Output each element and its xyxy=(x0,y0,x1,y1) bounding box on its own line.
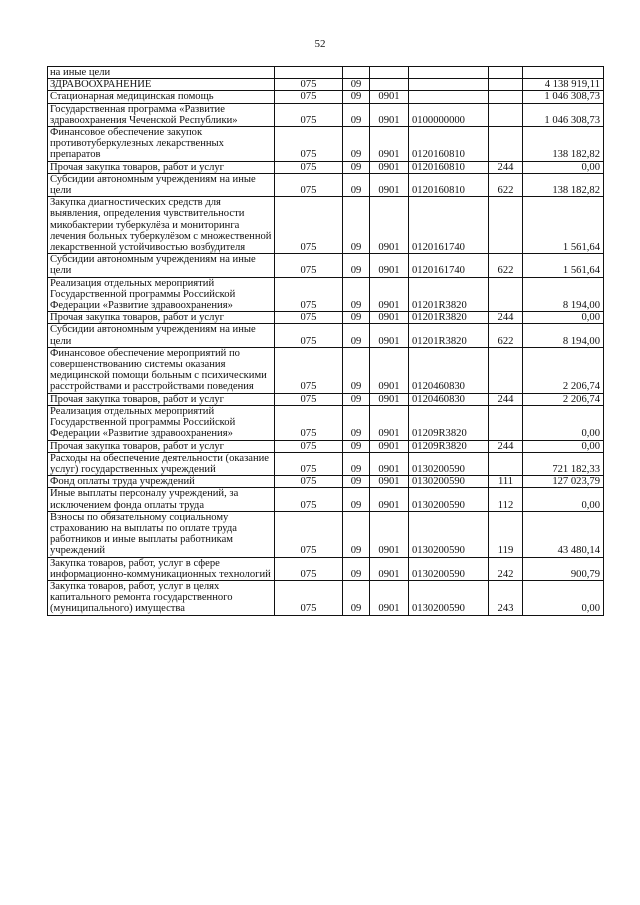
expense-type-cell xyxy=(489,127,523,162)
expense-type-cell: 244 xyxy=(489,393,523,405)
expense-name-cell: Реализация отдельных мероприятий Государственной программы Российской Федерации «Развитие здравоохранения» xyxy=(48,405,275,440)
amount-cell: 1 561,64 xyxy=(523,197,604,254)
section-code-cell: 09 xyxy=(343,476,370,488)
section-code-cell: 09 xyxy=(343,173,370,196)
section-code-cell: 09 xyxy=(343,580,370,615)
expense-name-cell: Прочая закупка товаров, работ и услуг xyxy=(48,440,275,452)
expense-name-cell: Закупка товаров, работ, услуг в сфере информационно-коммуникационных технологий xyxy=(48,557,275,580)
subsection-code-cell: 0901 xyxy=(370,347,409,393)
section-code-cell: 09 xyxy=(343,79,370,91)
subsection-code-cell: 0901 xyxy=(370,476,409,488)
table-row xyxy=(48,67,604,79)
expense-type-cell: 119 xyxy=(489,511,523,557)
section-code-cell: 09 xyxy=(343,91,370,103)
expense-name-cell: ЗДРАВООХРАНЕНИЕ xyxy=(48,79,275,91)
subsection-code-cell: 0901 xyxy=(370,405,409,440)
target-article-cell: 0130200590 xyxy=(409,488,489,511)
expense-type-cell: 244 xyxy=(489,440,523,452)
grbs-code-cell: 075 xyxy=(275,476,343,488)
amount-cell: 8 194,00 xyxy=(523,324,604,347)
grbs-code-cell: 075 xyxy=(275,197,343,254)
target-article-cell: 0120460830 xyxy=(409,393,489,405)
target-article-cell: 0130200590 xyxy=(409,580,489,615)
target-article-cell: 0130200590 xyxy=(409,557,489,580)
expense-type-cell xyxy=(489,197,523,254)
expense-type-cell: 244 xyxy=(489,161,523,173)
section-code-cell: 09 xyxy=(343,440,370,452)
section-code-cell: 09 xyxy=(343,324,370,347)
table-row xyxy=(48,557,604,580)
amount-cell xyxy=(523,67,604,79)
table-row xyxy=(48,324,604,347)
amount-cell: 0,00 xyxy=(523,580,604,615)
section-code-cell: 09 xyxy=(343,127,370,162)
subsection-code-cell: 0901 xyxy=(370,161,409,173)
amount-cell: 138 182,82 xyxy=(523,127,604,162)
expense-name-cell: на иные цели xyxy=(48,67,275,79)
grbs-code-cell: 075 xyxy=(275,79,343,91)
grbs-code-cell: 075 xyxy=(275,452,343,475)
target-article-cell: 01201R3820 xyxy=(409,324,489,347)
table-row xyxy=(48,393,604,405)
expense-type-cell xyxy=(489,103,523,126)
budget-table xyxy=(47,66,604,616)
subsection-code-cell: 0901 xyxy=(370,173,409,196)
subsection-code-cell: 0901 xyxy=(370,511,409,557)
target-article-cell: 0120161740 xyxy=(409,197,489,254)
section-code-cell: 09 xyxy=(343,488,370,511)
expense-name-cell: Фонд оплаты труда учреждений xyxy=(48,476,275,488)
amount-cell: 1 561,64 xyxy=(523,254,604,277)
grbs-code-cell: 075 xyxy=(275,161,343,173)
expense-type-cell: 622 xyxy=(489,324,523,347)
amount-cell: 0,00 xyxy=(523,440,604,452)
section-code-cell: 09 xyxy=(343,511,370,557)
grbs-code-cell: 075 xyxy=(275,173,343,196)
table-row xyxy=(48,173,604,196)
expense-name-cell: Субсидии автономным учреждениям на иные цели xyxy=(48,254,275,277)
amount-cell: 0,00 xyxy=(523,405,604,440)
subsection-code-cell: 0901 xyxy=(370,197,409,254)
amount-cell: 1 046 308,73 xyxy=(523,91,604,103)
section-code-cell: 09 xyxy=(343,161,370,173)
grbs-code-cell: 075 xyxy=(275,580,343,615)
expense-type-cell: 622 xyxy=(489,254,523,277)
amount-cell: 0,00 xyxy=(523,161,604,173)
expense-name-cell: Взносы по обязательному социальному страхованию на выплаты по оплате труда работников и иные выплаты работникам учреждений xyxy=(48,511,275,557)
expense-name-cell: Стационарная медицинская помощь xyxy=(48,91,275,103)
expense-type-cell xyxy=(489,277,523,312)
target-article-cell: 01209R3820 xyxy=(409,405,489,440)
grbs-code-cell: 075 xyxy=(275,440,343,452)
expense-type-cell xyxy=(489,347,523,393)
amount-cell: 43 480,14 xyxy=(523,511,604,557)
subsection-code-cell: 0901 xyxy=(370,440,409,452)
amount-cell: 0,00 xyxy=(523,488,604,511)
expense-name-cell: Реализация отдельных мероприятий Государственной программы Российской Федерации «Развитие здравоохранения» xyxy=(48,277,275,312)
amount-cell: 2 206,74 xyxy=(523,347,604,393)
subsection-code-cell: 0901 xyxy=(370,393,409,405)
section-code-cell: 09 xyxy=(343,405,370,440)
expense-type-cell: 244 xyxy=(489,312,523,324)
amount-cell: 900,79 xyxy=(523,557,604,580)
grbs-code-cell: 075 xyxy=(275,557,343,580)
table-row xyxy=(48,347,604,393)
expense-type-cell xyxy=(489,91,523,103)
table-row xyxy=(48,452,604,475)
section-code-cell: 09 xyxy=(343,393,370,405)
subsection-code-cell: 0901 xyxy=(370,452,409,475)
expense-name-cell: Государственная программа «Развитие здравоохранения Чеченской Республики» xyxy=(48,103,275,126)
table-row xyxy=(48,277,604,312)
table-row xyxy=(48,79,604,91)
expense-name-cell: Субсидии автономным учреждениям на иные цели xyxy=(48,173,275,196)
target-article-cell: 01201R3820 xyxy=(409,277,489,312)
target-article-cell xyxy=(409,79,489,91)
page-number: 52 xyxy=(314,38,326,50)
section-code-cell: 09 xyxy=(343,103,370,126)
grbs-code-cell: 075 xyxy=(275,405,343,440)
table-row xyxy=(48,103,604,126)
expense-name-cell: Прочая закупка товаров, работ и услуг xyxy=(48,312,275,324)
section-code-cell: 09 xyxy=(343,312,370,324)
expense-name-cell: Расходы на обеспечение деятельности (оказание услуг) государственных учреждений xyxy=(48,452,275,475)
target-article-cell: 0130200590 xyxy=(409,476,489,488)
budget-table-body xyxy=(48,67,604,616)
section-code-cell xyxy=(343,67,370,79)
grbs-code-cell xyxy=(275,67,343,79)
grbs-code-cell: 075 xyxy=(275,393,343,405)
expense-name-cell: Иные выплаты персоналу учреждений, за исключением фонда оплаты труда xyxy=(48,488,275,511)
amount-cell: 127 023,79 xyxy=(523,476,604,488)
grbs-code-cell: 075 xyxy=(275,254,343,277)
section-code-cell: 09 xyxy=(343,347,370,393)
subsection-code-cell: 0901 xyxy=(370,277,409,312)
target-article-cell: 01209R3820 xyxy=(409,440,489,452)
grbs-code-cell: 075 xyxy=(275,277,343,312)
amount-cell: 721 182,33 xyxy=(523,452,604,475)
subsection-code-cell xyxy=(370,67,409,79)
subsection-code-cell: 0901 xyxy=(370,91,409,103)
target-article-cell: 0120160810 xyxy=(409,173,489,196)
table-row xyxy=(48,312,604,324)
target-article-cell: 0120460830 xyxy=(409,347,489,393)
amount-cell: 2 206,74 xyxy=(523,393,604,405)
amount-cell: 0,00 xyxy=(523,312,604,324)
expense-type-cell xyxy=(489,79,523,91)
expense-type-cell: 242 xyxy=(489,557,523,580)
grbs-code-cell: 075 xyxy=(275,347,343,393)
expense-name-cell: Финансовое обеспечение мероприятий по совершенствованию системы оказания медицинской помощи больным с психическими расстройствами и расстройствами поведения xyxy=(48,347,275,393)
subsection-code-cell xyxy=(370,79,409,91)
grbs-code-cell: 075 xyxy=(275,511,343,557)
target-article-cell: 0130200590 xyxy=(409,511,489,557)
expense-type-cell: 111 xyxy=(489,476,523,488)
table-row xyxy=(48,127,604,162)
section-code-cell: 09 xyxy=(343,277,370,312)
expense-name-cell: Прочая закупка товаров, работ и услуг xyxy=(48,161,275,173)
expense-type-cell: 243 xyxy=(489,580,523,615)
table-row xyxy=(48,488,604,511)
amount-cell: 4 138 919,11 xyxy=(523,79,604,91)
section-code-cell: 09 xyxy=(343,557,370,580)
amount-cell: 8 194,00 xyxy=(523,277,604,312)
subsection-code-cell: 0901 xyxy=(370,324,409,347)
subsection-code-cell: 0901 xyxy=(370,580,409,615)
grbs-code-cell: 075 xyxy=(275,312,343,324)
table-row xyxy=(48,440,604,452)
expense-type-cell xyxy=(489,67,523,79)
table-row xyxy=(48,254,604,277)
table-row xyxy=(48,476,604,488)
amount-cell: 1 046 308,73 xyxy=(523,103,604,126)
section-code-cell: 09 xyxy=(343,197,370,254)
expense-type-cell: 622 xyxy=(489,173,523,196)
target-article-cell: 0120160810 xyxy=(409,161,489,173)
expense-type-cell xyxy=(489,405,523,440)
expense-name-cell: Субсидии автономным учреждениям на иные цели xyxy=(48,324,275,347)
expense-name-cell: Финансовое обеспечение закупок противотуберкулезных лекарственных препаратов xyxy=(48,127,275,162)
target-article-cell: 0120160810 xyxy=(409,127,489,162)
subsection-code-cell: 0901 xyxy=(370,103,409,126)
target-article-cell xyxy=(409,67,489,79)
subsection-code-cell: 0901 xyxy=(370,488,409,511)
table-row xyxy=(48,580,604,615)
table-row xyxy=(48,91,604,103)
expense-name-cell: Закупка товаров, работ, услуг в целях капитального ремонта государственного (муниципального) имущества xyxy=(48,580,275,615)
grbs-code-cell: 075 xyxy=(275,103,343,126)
section-code-cell: 09 xyxy=(343,452,370,475)
expense-type-cell xyxy=(489,452,523,475)
table-row xyxy=(48,511,604,557)
subsection-code-cell: 0901 xyxy=(370,254,409,277)
target-article-cell: 01201R3820 xyxy=(409,312,489,324)
target-article-cell: 0130200590 xyxy=(409,452,489,475)
grbs-code-cell: 075 xyxy=(275,91,343,103)
section-code-cell: 09 xyxy=(343,254,370,277)
expense-name-cell: Закупка диагностических средств для выявления, определения чувствительности микобактерии туберкулёза и мониторинга лечения больных туберкулёзом с множественной лекарственной устойчивостью возбудителя xyxy=(48,197,275,254)
grbs-code-cell: 075 xyxy=(275,488,343,511)
table-row xyxy=(48,197,604,254)
target-article-cell xyxy=(409,91,489,103)
table-row xyxy=(48,405,604,440)
target-article-cell: 0100000000 xyxy=(409,103,489,126)
grbs-code-cell: 075 xyxy=(275,127,343,162)
subsection-code-cell: 0901 xyxy=(370,127,409,162)
table-row xyxy=(48,161,604,173)
target-article-cell: 0120161740 xyxy=(409,254,489,277)
grbs-code-cell: 075 xyxy=(275,324,343,347)
subsection-code-cell: 0901 xyxy=(370,557,409,580)
amount-cell: 138 182,82 xyxy=(523,173,604,196)
subsection-code-cell: 0901 xyxy=(370,312,409,324)
expense-type-cell: 112 xyxy=(489,488,523,511)
expense-name-cell: Прочая закупка товаров, работ и услуг xyxy=(48,393,275,405)
